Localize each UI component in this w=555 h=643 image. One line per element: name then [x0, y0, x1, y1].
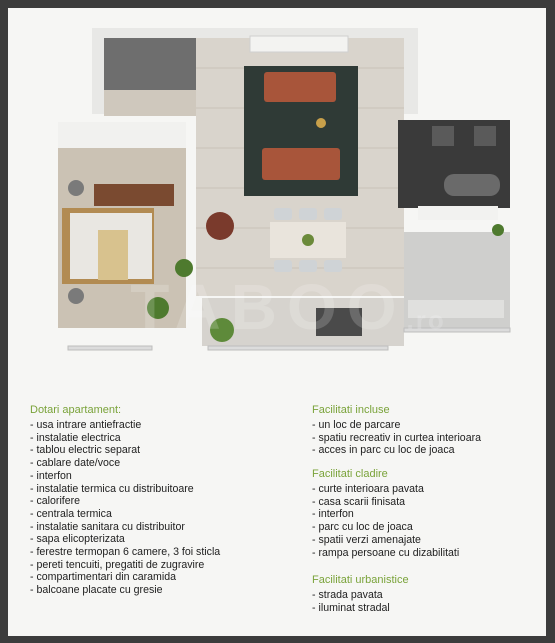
- list-item: - compartimentari din caramida: [30, 571, 220, 584]
- sofa-bottom: [262, 148, 340, 180]
- urban-facilities-title: Facilitati urbanistice: [312, 574, 409, 586]
- watermark-brand: TABOO: [130, 271, 407, 343]
- apartment-features-list: [30, 419, 220, 597]
- building-facilities: [312, 468, 459, 559]
- list-item: - balcoane placate cu gresie: [30, 584, 220, 597]
- list-item: - interfon: [30, 470, 220, 483]
- included-facilities-title: Facilitati incluse: [312, 404, 390, 416]
- list-item: - spatii verzi amenajate: [312, 534, 459, 547]
- armchair: [206, 212, 234, 240]
- building-facilities-list: [312, 483, 459, 559]
- building-facilities-title: Facilitati cladire: [312, 468, 388, 480]
- list-item: - parc cu loc de joaca: [312, 521, 459, 534]
- sofa-top: [264, 72, 336, 102]
- list-item: - acces in parc cu loc de joaca: [312, 444, 481, 457]
- list-item: - interfon: [312, 508, 459, 521]
- apartment-features: [30, 404, 220, 597]
- apartment-features-title: Dotari apartament:: [30, 404, 122, 416]
- list-item: - strada pavata: [312, 589, 409, 602]
- list-item: - centrala termica: [30, 508, 220, 521]
- list-item: - pereti tencuiti, pregatiti de zugravire: [30, 559, 220, 572]
- list-item: - iluminat stradal: [312, 602, 409, 615]
- list-item: - rampa persoane cu dizabilitati: [312, 547, 459, 560]
- watermark: [38, 270, 538, 344]
- storage-room: [104, 38, 196, 90]
- list-item: - casa scarii finisata: [312, 496, 459, 509]
- list-item: - usa intrare antiefractie: [30, 419, 220, 432]
- included-facilities: [312, 404, 481, 457]
- list-item: - un loc de parcare: [312, 419, 481, 432]
- list-item: - tablou electric separat: [30, 444, 220, 457]
- watermark-suffix: .ro: [406, 305, 446, 335]
- list-item: - cablare date/voce: [30, 457, 220, 470]
- list-item: - instalatie termica cu distribuitoare: [30, 483, 220, 496]
- list-item: - instalatie electrica: [30, 432, 220, 445]
- brochure-sheet: [8, 8, 546, 636]
- included-facilities-list: [312, 419, 481, 457]
- list-item: - ferestre termopan 6 camere, 3 foi sticla: [30, 546, 220, 559]
- list-item: - spatiu recreativ in curtea interioara: [312, 432, 481, 445]
- list-item: - instalatie sanitara cu distribuitor: [30, 521, 220, 534]
- urban-facilities-list: [312, 589, 409, 614]
- urban-facilities: [312, 574, 409, 614]
- list-item: - curte interioara pavata: [312, 483, 459, 496]
- list-item: - sapa elicopterizata: [30, 533, 220, 546]
- list-item: - calorifere: [30, 495, 220, 508]
